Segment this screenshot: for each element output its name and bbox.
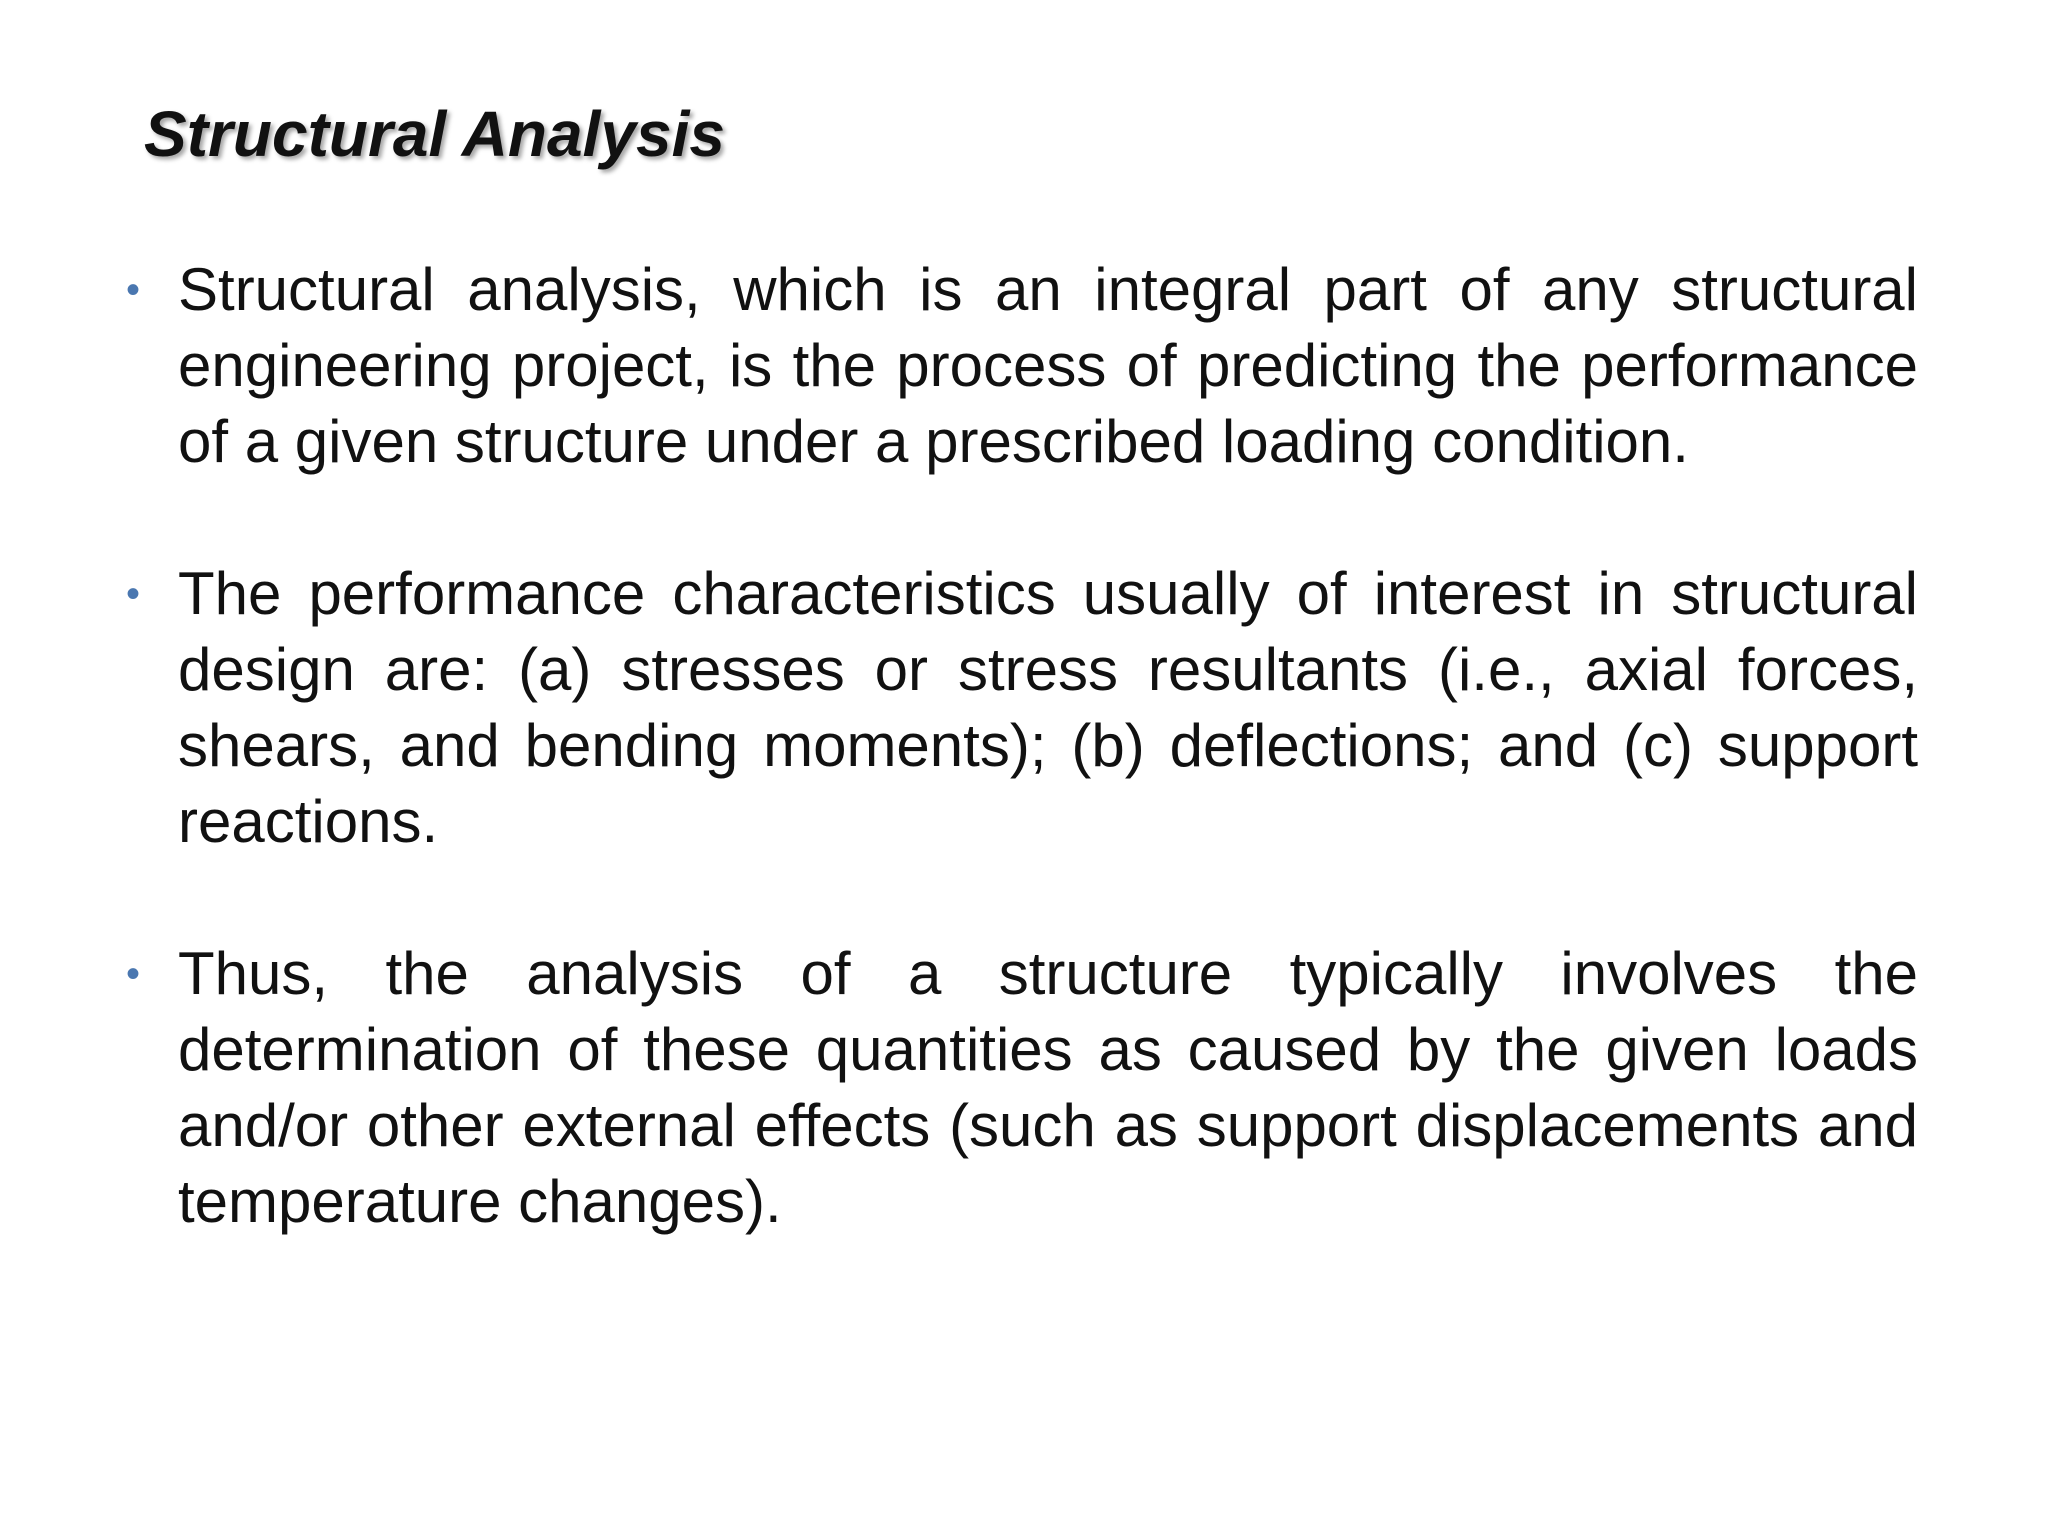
bullet-item <box>126 252 1918 480</box>
bullet-icon: • <box>126 268 141 312</box>
bullet-icon: • <box>126 572 141 616</box>
bullet-icon: • <box>126 952 141 996</box>
bullet-text: Thus, the analysis of a structure typically involves the determination of these quantities as caused by the given loads and/or other external effects (such as support displacements and temperature changes). <box>178 940 1918 1235</box>
bullet-item <box>126 936 1918 1240</box>
bullet-list <box>126 252 1918 1316</box>
bullet-text: Structural analysis, which is an integral part of any structural engineering project, is the process of predicting the performance of a given structure under a prescribed loading condition. <box>178 256 1918 475</box>
bullet-text: The performance characteristics usually of interest in structural design are: (a) stresses or stress resultants (i.e., axial forces, shears, and bending moments); (b) deflections; and (c) support reactions. <box>178 560 1918 855</box>
bullet-item <box>126 556 1918 860</box>
slide-title: Structural Analysis <box>144 98 725 170</box>
